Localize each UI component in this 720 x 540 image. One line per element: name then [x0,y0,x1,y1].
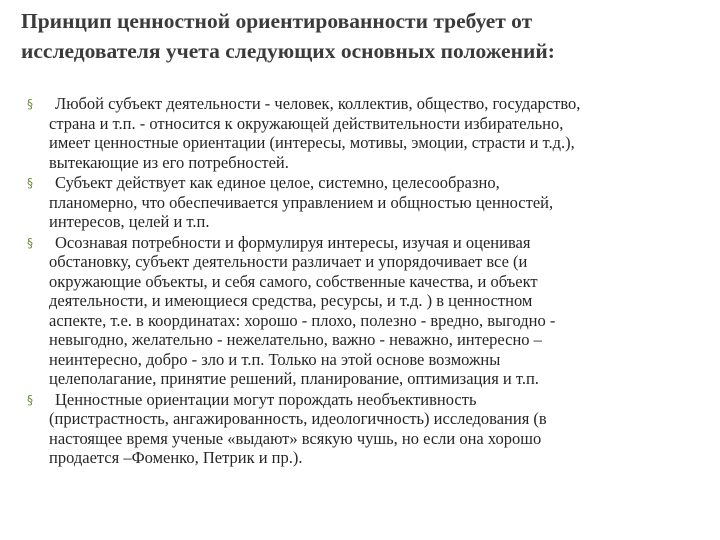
bullet-item-4 [0,390,700,468]
bullet-text-line: (пристрастность, ангажированность, идеологичность) исследования (в [49,409,547,428]
bullet-text-line: Субъект действует как единое целое, системно, целесообразно, [55,173,500,192]
bullet-text-line: страна и т.п. - относится к окружающей действительности избирательно, [49,113,564,133]
bullet-text-line: имеет ценностные ориентации (интересы, мотивы, эмоции, страсти и т.д.), [49,133,575,152]
bullet-text-line: обстановку, субъект деятельности различает и упорядочивает все (и [49,252,528,271]
bullet-item-2 [0,173,700,232]
section-sign-icon: § [27,176,33,190]
section-sign-icon: § [27,392,33,407]
section-sign-icon: § [27,235,33,250]
bullet-text-line: неинтересно, добро - зло и т.п. Только на этой основе возможны [49,349,501,369]
bullet-item-3 [0,233,700,389]
section-sign-icon: § [27,97,33,111]
bullet-text-line: окружающие объекты, и себя самого, собственные качества, и объект [49,271,538,291]
bullet-text-line: продается –Фоменко, Петрик и пр.). [49,448,303,467]
bullet-text-line: вытекающие из его потребностей. [49,152,289,172]
bullet-text-line: планомерно, что обеспечивается управлением и общностью ценностей, [49,192,554,212]
title-line-1: Принцип ценностной ориентированности требует от [21,9,533,33]
bullet-text-line: целеполагание, принятие решений, планирование, оптимизация и т.п. [49,369,539,388]
bullet-text-line: аспекте, т.е. в координатах: хорошо - плохо, полезно - вредно, выгодно - [49,310,556,330]
bullet-item-1 [0,94,700,172]
bullet-text-line: настоящее время ученые «выдают» всякую чушь, но если она хорошо [49,428,542,448]
bullet-text-line: интересов, целей и т.п. [49,212,210,231]
bullet-list [0,94,720,468]
bullet-text-line: деятельности, и имеющиеся средства, ресурсы, и т.д. ) в ценностном [49,291,533,310]
slide-title [21,6,701,66]
bullet-text-line: невыгодно, желательно - нежелательно, важно - неважно, интересно – [49,330,542,349]
bullet-text-line: Любой субъект деятельности - человек, коллектив, общество, государство, [55,94,581,113]
bullet-text-line: Ценностные ориентации могут порождать необъективность [55,389,477,409]
title-line-2: исследователя учета следующих основных положений: [21,39,555,63]
bullet-text-line: Осознавая потребности и формулируя интересы, изучая и оценивая [55,232,531,252]
